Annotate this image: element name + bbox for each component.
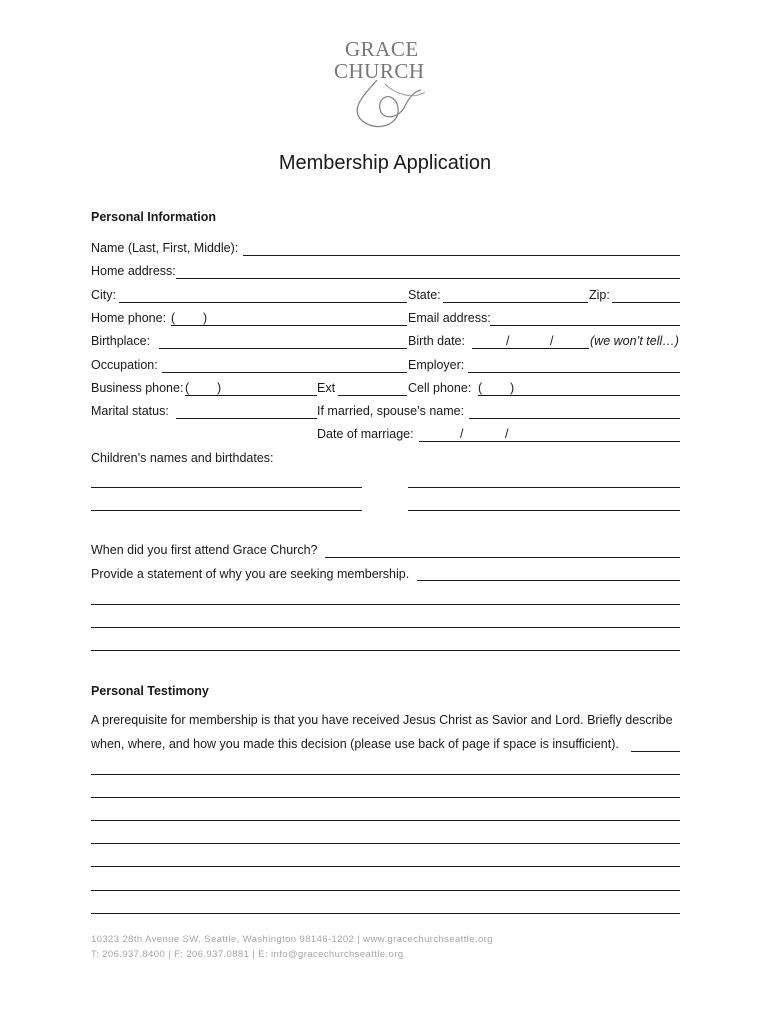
business-phone-paren-open: ( <box>185 381 190 395</box>
child-field-2[interactable] <box>408 487 680 488</box>
spouse-field[interactable] <box>469 418 680 419</box>
cell-phone-paren-close: ) <box>510 381 515 395</box>
birthplace-label: Birthplace: <box>91 334 151 348</box>
zip-field[interactable] <box>612 302 680 303</box>
occupation-field[interactable] <box>162 372 407 373</box>
cell-phone-label: Cell phone: <box>408 381 472 395</box>
testimony-heading: Personal Testimony <box>91 684 209 698</box>
birth-date-note: (we won’t tell…) <box>590 334 679 348</box>
logo-line-2: CHURCH <box>334 59 425 83</box>
statement-field[interactable] <box>417 580 680 581</box>
spouse-label: If married, spouse’s name: <box>317 404 465 418</box>
footer-address: 10323 28th Avenue SW, Seattle, Washington 98146-1202 | www.gracechurchseattle.org <box>91 934 493 945</box>
first-attend-label: When did you first attend Grace Church? <box>91 543 318 557</box>
city-label: City: <box>91 288 116 302</box>
testimony-field-start[interactable] <box>631 751 680 752</box>
testimony-line-4[interactable] <box>91 843 680 844</box>
ext-field[interactable] <box>338 395 407 396</box>
name-field[interactable] <box>243 255 680 256</box>
occupation-label: Occupation: <box>91 358 158 372</box>
testimony-line-2[interactable] <box>91 797 680 798</box>
marriage-date-sep-1: / <box>460 427 464 441</box>
children-label: Children’s names and birthdates: <box>91 451 274 465</box>
marital-status-label: Marital status: <box>91 404 169 418</box>
grace-church-logo <box>325 32 445 132</box>
footer-contact: T: 206.937.8400 | F: 206.937.0881 | E: info@gracechurchseattle.org <box>91 949 404 960</box>
testimony-paragraph: A prerequisite for membership is that you have received Jesus Christ as Savior and Lord. Briefly describe when, where, and how you made this decision (please use back of page if space is insufficient). <box>91 713 673 751</box>
child-field-4[interactable] <box>408 510 680 511</box>
statement-line-4[interactable] <box>91 650 680 651</box>
statement-line-2[interactable] <box>91 604 680 605</box>
business-phone-field[interactable] <box>185 395 317 396</box>
state-field[interactable] <box>443 302 588 303</box>
birthplace-field[interactable] <box>159 348 407 349</box>
testimony-line-6[interactable] <box>91 890 680 891</box>
state-label: State: <box>408 288 441 302</box>
first-attend-field[interactable] <box>325 557 680 558</box>
child-field-3[interactable] <box>91 510 362 511</box>
cell-phone-paren-open: ( <box>478 381 483 395</box>
ext-label: Ext <box>317 381 336 395</box>
marriage-date-sep-2: / <box>505 427 509 441</box>
page-title: Membership Application <box>278 152 492 174</box>
logo-line-1: GRACE <box>345 37 419 61</box>
employer-label: Employer: <box>408 358 465 372</box>
home-phone-paren-close: ) <box>203 311 208 325</box>
date-of-marriage-label: Date of marriage: <box>317 427 414 441</box>
birth-date-field[interactable] <box>472 348 589 349</box>
birth-date-sep-1: / <box>506 334 510 348</box>
home-address-label: Home address: <box>91 264 176 278</box>
email-label: Email address: <box>408 311 491 325</box>
marital-status-field[interactable] <box>176 418 317 419</box>
home-phone-field[interactable] <box>171 325 407 326</box>
home-phone-label: Home phone: <box>91 311 167 325</box>
date-of-marriage-field[interactable] <box>419 441 680 442</box>
statement-line-3[interactable] <box>91 627 680 628</box>
cell-phone-field[interactable] <box>478 395 680 396</box>
statement-label: Provide a statement of why you are seeking membership. <box>91 567 410 581</box>
employer-field[interactable] <box>468 372 680 373</box>
city-field[interactable] <box>119 302 407 303</box>
birth-date-label: Birth date: <box>408 334 465 348</box>
zip-label: Zip: <box>589 288 610 302</box>
business-phone-paren-close: ) <box>217 381 222 395</box>
birth-date-sep-2: / <box>550 334 554 348</box>
home-address-field[interactable] <box>176 278 680 279</box>
child-field-1[interactable] <box>91 487 362 488</box>
name-label: Name (Last, First, Middle): <box>91 241 239 255</box>
business-phone-label: Business phone: <box>91 381 184 395</box>
testimony-line-3[interactable] <box>91 820 680 821</box>
home-phone-paren-open: ( <box>171 311 176 325</box>
email-field[interactable] <box>490 325 680 326</box>
testimony-line-5[interactable] <box>91 866 680 867</box>
testimony-line-7[interactable] <box>91 913 680 914</box>
testimony-line-1[interactable] <box>91 774 680 775</box>
personal-info-heading: Personal Information <box>91 210 217 224</box>
